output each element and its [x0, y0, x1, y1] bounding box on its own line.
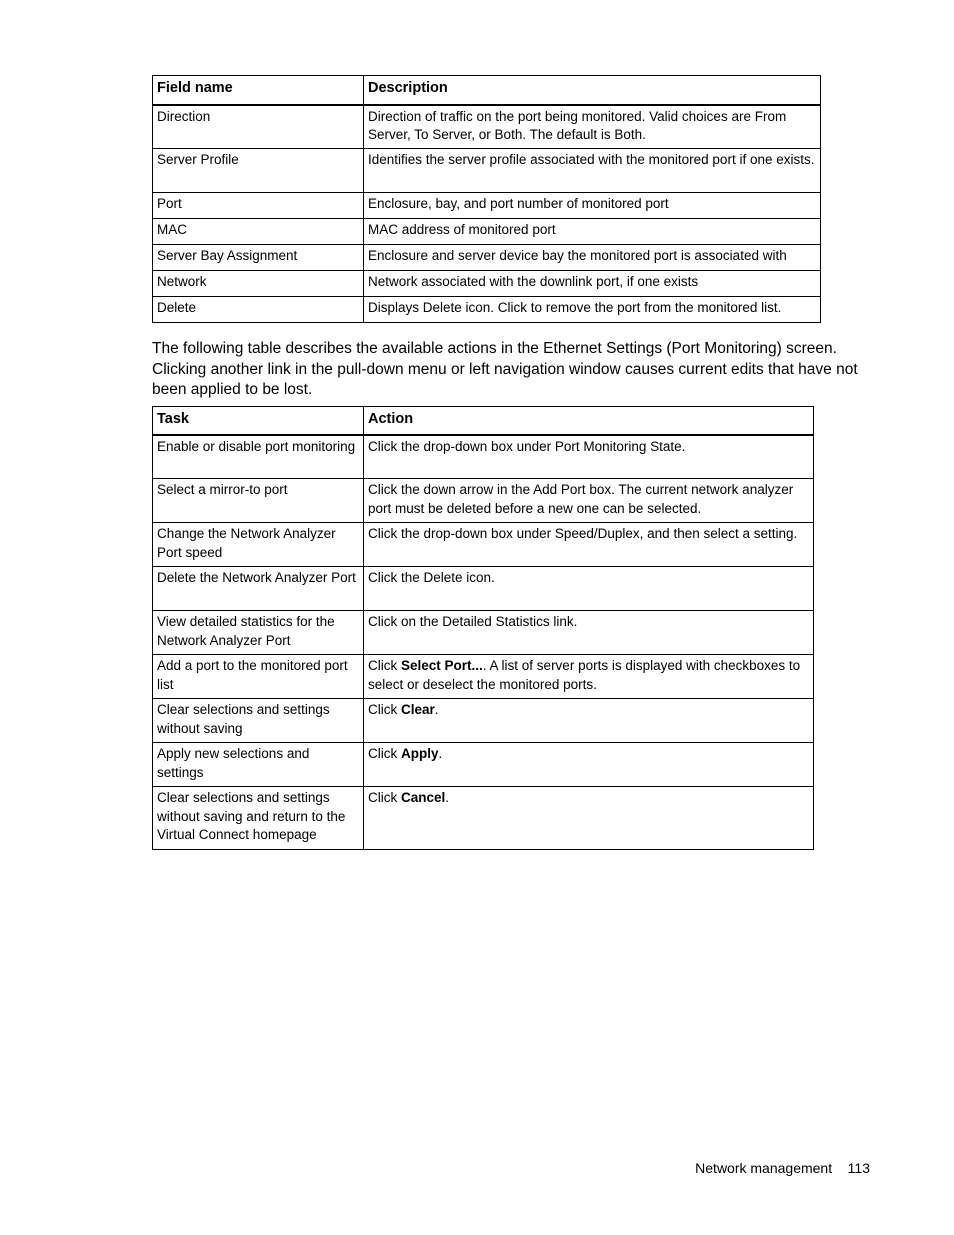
field-description-cell: MAC address of monitored port [364, 219, 821, 245]
page-number: 113 [847, 1160, 870, 1176]
table-row [153, 699, 814, 743]
action-cell [364, 699, 814, 743]
field-description-cell: Direction of traffic on the port being monitored. Valid choices are From Server, To Server, or Both. The default is Both. [364, 105, 821, 149]
task-cell: Add a port to the monitored port list [153, 655, 364, 699]
header-description: Description [364, 76, 821, 105]
task-cell: Delete the Network Analyzer Port [153, 567, 364, 611]
field-description-cell: Enclosure, bay, and port number of monitored port [364, 193, 821, 219]
task-cell: View detailed statistics for the Network Analyzer Port [153, 611, 364, 655]
action-text: Click on the Detailed Statistics link. [368, 614, 578, 629]
table-row [153, 479, 814, 523]
field-name-cell: Server Profile [153, 149, 364, 193]
table-row [153, 655, 814, 699]
table-header-row [153, 407, 814, 435]
task-cell: Apply new selections and settings [153, 743, 364, 787]
table-row [153, 245, 821, 271]
table-row [153, 219, 821, 245]
action-text-pre: Click [368, 790, 401, 805]
action-text: Click the drop-down box under Port Monitoring State. [368, 438, 686, 454]
table-row [153, 523, 814, 567]
action-keyword: Cancel [401, 790, 446, 805]
action-text: Click the Delete icon. [368, 570, 495, 585]
field-name-cell: Network [153, 271, 364, 297]
action-text-pre: Click [368, 702, 401, 717]
action-keyword: Clear [401, 702, 435, 717]
header-task: Task [153, 407, 364, 435]
action-keyword: Select Port... [401, 658, 483, 673]
table-row [153, 193, 821, 219]
task-cell: Clear selections and settings without saving and return to the Virtual Connect homepage [153, 787, 364, 850]
table-row [153, 435, 814, 479]
action-text-post: . A list of server ports is displayed with checkboxes to select or deselect the monitored ports. [368, 658, 801, 692]
action-cell [364, 787, 814, 850]
table-row [153, 567, 814, 611]
table-row [153, 743, 814, 787]
action-text-post: . [438, 746, 443, 761]
task-cell: Clear selections and settings without saving [153, 699, 364, 743]
table-header-row [153, 76, 821, 105]
field-name-cell: Port [153, 193, 364, 219]
header-action: Action [364, 407, 814, 435]
field-description-table [152, 75, 821, 323]
action-text-post: . [445, 790, 450, 805]
action-cell [364, 479, 814, 523]
task-cell: Change the Network Analyzer Port speed [153, 523, 364, 567]
table-row [153, 611, 814, 655]
action-text-post: . [434, 702, 439, 717]
field-description-cell: Displays Delete icon. Click to remove the port from the monitored list. [364, 297, 821, 323]
table-row [153, 787, 814, 850]
field-description-cell: Identifies the server profile associated with the monitored port if one exists. [364, 149, 821, 193]
action-text-pre: Click [368, 658, 401, 673]
action-text: Click the down arrow in the Add Port box. The current network analyzer port must be deleted before a new one can be selected. [368, 482, 794, 516]
action-keyword: Apply [401, 746, 439, 761]
field-name-cell: Delete [153, 297, 364, 323]
footer-section-title: Network management [695, 1160, 833, 1176]
action-cell [364, 655, 814, 699]
field-name-cell: MAC [153, 219, 364, 245]
action-cell [364, 523, 814, 567]
table-row [153, 271, 821, 297]
task-cell: Select a mirror-to port [153, 479, 364, 523]
intro-paragraph: The following table describes the available actions in the Ethernet Settings (Port Monitoring) screen. Clicking another link in the pull-down menu or left navigation window causes current edits that have not been applied to be lost. [152, 340, 858, 398]
header-field-name: Field name [153, 76, 364, 105]
action-text-pre: Click [368, 746, 401, 761]
field-name-cell: Direction [153, 105, 364, 149]
field-description-cell: Network associated with the downlink port, if one exists [364, 271, 821, 297]
field-description-cell: Enclosure and server device bay the monitored port is associated with [364, 245, 821, 271]
action-cell [364, 611, 814, 655]
field-name-cell: Server Bay Assignment [153, 245, 364, 271]
page-footer [600, 1158, 870, 1178]
action-cell [364, 435, 814, 479]
task-cell: Enable or disable port monitoring [153, 435, 364, 479]
action-cell [364, 743, 814, 787]
action-cell [364, 567, 814, 611]
table-row [153, 297, 821, 323]
task-action-table [152, 406, 814, 850]
table-row [153, 105, 821, 149]
table-row [153, 149, 821, 193]
action-text: Click the drop-down box under Speed/Duplex, and then select a setting. [368, 526, 798, 541]
